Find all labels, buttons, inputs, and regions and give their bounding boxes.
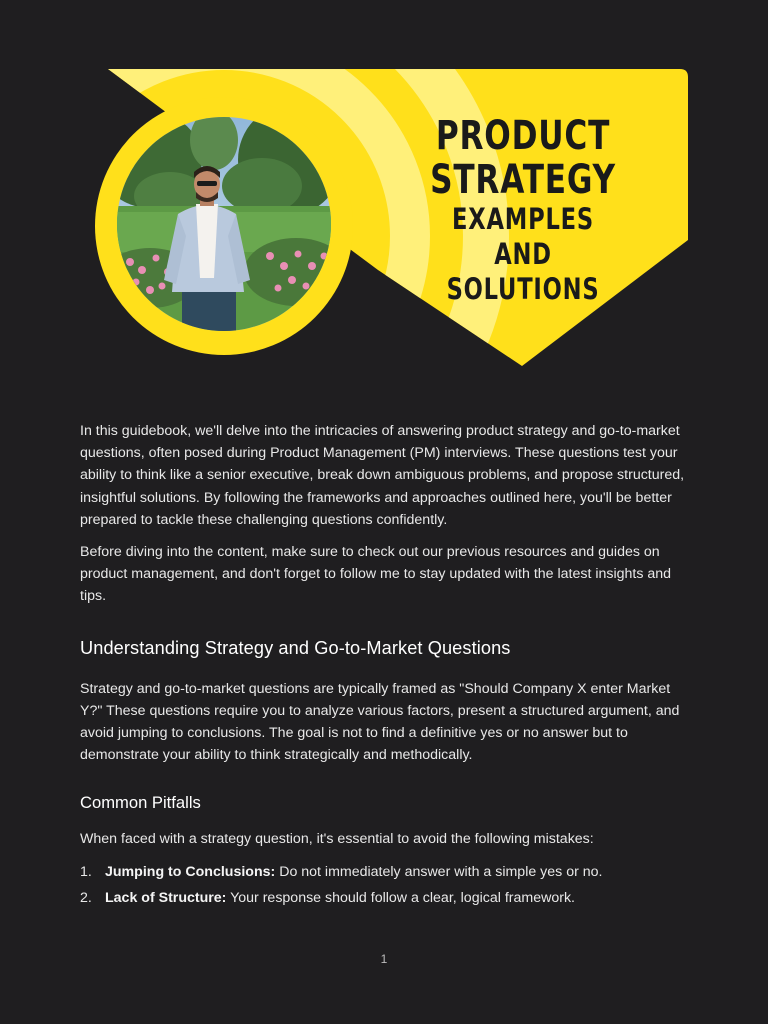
list-item-term: Lack of Structure: [105,889,227,906]
title-line-strategy: STRATEGY [430,157,616,203]
subtitle-line-solutions: SOLUTIONS [446,272,600,306]
list-item-number: 2. [80,889,92,906]
list-item-text: Do not immediately answer with a simple yes or no. [275,863,603,880]
intro-paragraph-2: Before diving into the content, make sure to check out our previous resources and guides on product management, and don't forget to follow me to stay updated with the latest insights and tips. [80,544,672,605]
list-item-text: Your response should follow a clear, logical framework. [226,889,575,906]
list-item-term: Jumping to Conclusions: [105,863,276,880]
pitfalls-list [80,861,692,909]
cover-banner [0,0,768,380]
banner-graphic [0,0,768,380]
section-heading-understanding: Understanding Strategy and Go-to-Market Questions [80,637,511,658]
page-number: 1 [380,952,388,966]
document-body [80,420,692,913]
list-item [80,887,692,909]
intro-paragraph-1: In this guidebook, we'll delve into the intricacies of answering product strategy and go-to-market questions, often posed during Product Management (PM) interviews. These questions test your ability to think like a senior executive, break down ambiguous problems, and propose structured, insightful solutions. By following the frameworks and approaches outlined here, you'll be better prepared to tackle these challenging questions confidently. [80,423,685,528]
subtitle-line-examples: EXAMPLES [452,202,594,236]
section-heading-pitfalls: Common Pitfalls [80,793,201,813]
cover-title [427,114,619,307]
subtitle-line-and: AND [494,237,552,271]
list-item [80,861,692,883]
pitfalls-intro: When faced with a strategy question, it's essential to avoid the following mistakes: [80,831,594,848]
section-paragraph-understanding: Strategy and go-to-market questions are typically framed as "Should Company X enter Market Y?" These questions require you to analyze various factors, present a structured argument, and avoid jumping to conclusions. The goal is not to find a definitive yes or no answer but to demonstrate your ability to think strategically and methodically. [80,680,680,764]
list-item-number: 1. [80,863,92,880]
title-line-product: PRODUCT [435,113,611,159]
